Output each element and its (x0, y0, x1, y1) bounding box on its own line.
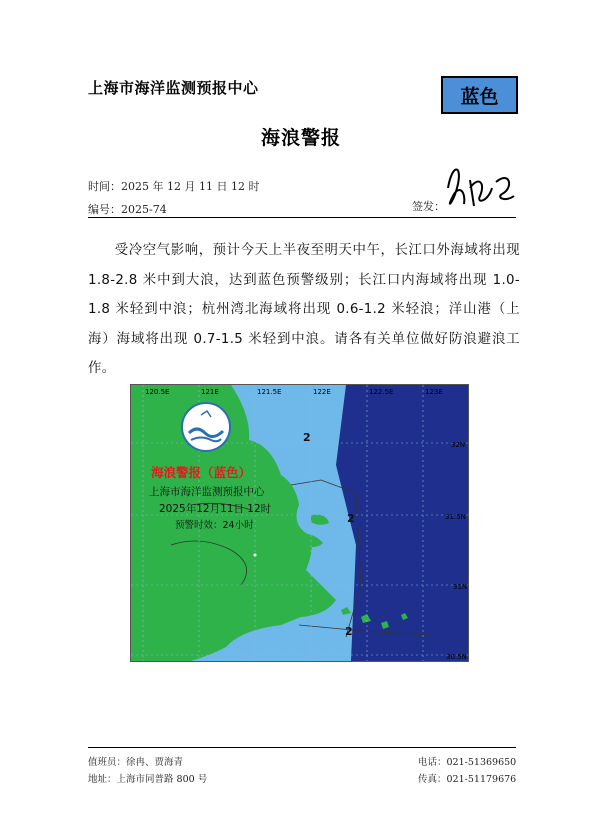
wave-height-label: 2 (347, 512, 355, 525)
sign-label: 签发： (412, 200, 445, 213)
org-name: 上海市海洋监测预报中心 (88, 79, 259, 97)
number-value: 2025-74 (121, 203, 167, 216)
phone-label: 电话： (418, 757, 447, 768)
page-title: 海浪警报 (260, 127, 341, 149)
wave-warning-map (130, 384, 469, 662)
duty-row (88, 754, 183, 768)
phone-row (418, 754, 516, 768)
duty-label: 值班员： (88, 757, 127, 768)
lat-tick: 31N (453, 583, 468, 591)
warning-body-text: 受冷空气影响，预计今天上半夜至明天中午，长江口外海域将出现 1.8-2.8 米中到大浪，达到蓝色预警级别；长江口内海域将出现 1.0-1.8 米轻到中浪；杭州湾北海域将出现 0.6-1.2 米轻浪；洋山港（上海）海域将出现 0.7-1.5 米轻到中浪。请各有关单位做好防浪避浪工作。 (88, 243, 520, 376)
fax-label: 传真： (418, 774, 447, 785)
footer-divider (88, 747, 516, 748)
lon-tick: 120.5E (145, 388, 170, 396)
lon-tick: 121.5E (257, 388, 282, 396)
header-divider (88, 217, 516, 218)
duty-value: 徐冉、贾海青 (126, 757, 184, 768)
fax-row (418, 771, 516, 785)
lon-tick: 122E (313, 388, 331, 396)
overlay-org: 上海市海洋监测预报中心 (149, 486, 265, 498)
fax-value: 021-51179676 (446, 774, 517, 785)
address-label: 地址： (88, 774, 117, 785)
number-row (88, 201, 167, 217)
wave-height-label: 2 (303, 431, 311, 444)
overlay-valid: 预警时效：24小时 (175, 520, 254, 531)
lat-tick: 32N (451, 441, 466, 449)
address-row (88, 771, 207, 785)
time-label: 时间： (88, 180, 121, 193)
wave-height-label: 2 (345, 625, 353, 638)
overlay-time: 2025年12月11日 12时 (159, 503, 272, 515)
time-row (88, 178, 259, 194)
handwritten-signature (440, 158, 520, 218)
time-value: 2025 年 12 月 11 日 12 时 (121, 180, 260, 193)
address-value: 上海市同普路 800 号 (116, 774, 208, 785)
warning-level-badge: 蓝色 (441, 76, 518, 114)
ocean-center-logo (182, 403, 230, 451)
lat-tick: 30.5N (446, 653, 467, 661)
overlay-title: 海浪警报（蓝色） (151, 465, 252, 480)
number-label: 编号： (88, 203, 121, 216)
lon-tick: 123E (425, 388, 443, 396)
lon-tick: 121E (201, 388, 219, 396)
phone-value: 021-51369650 (446, 757, 517, 768)
lat-tick: 31.5N (445, 513, 466, 521)
lon-tick: 122.5E (369, 388, 394, 396)
